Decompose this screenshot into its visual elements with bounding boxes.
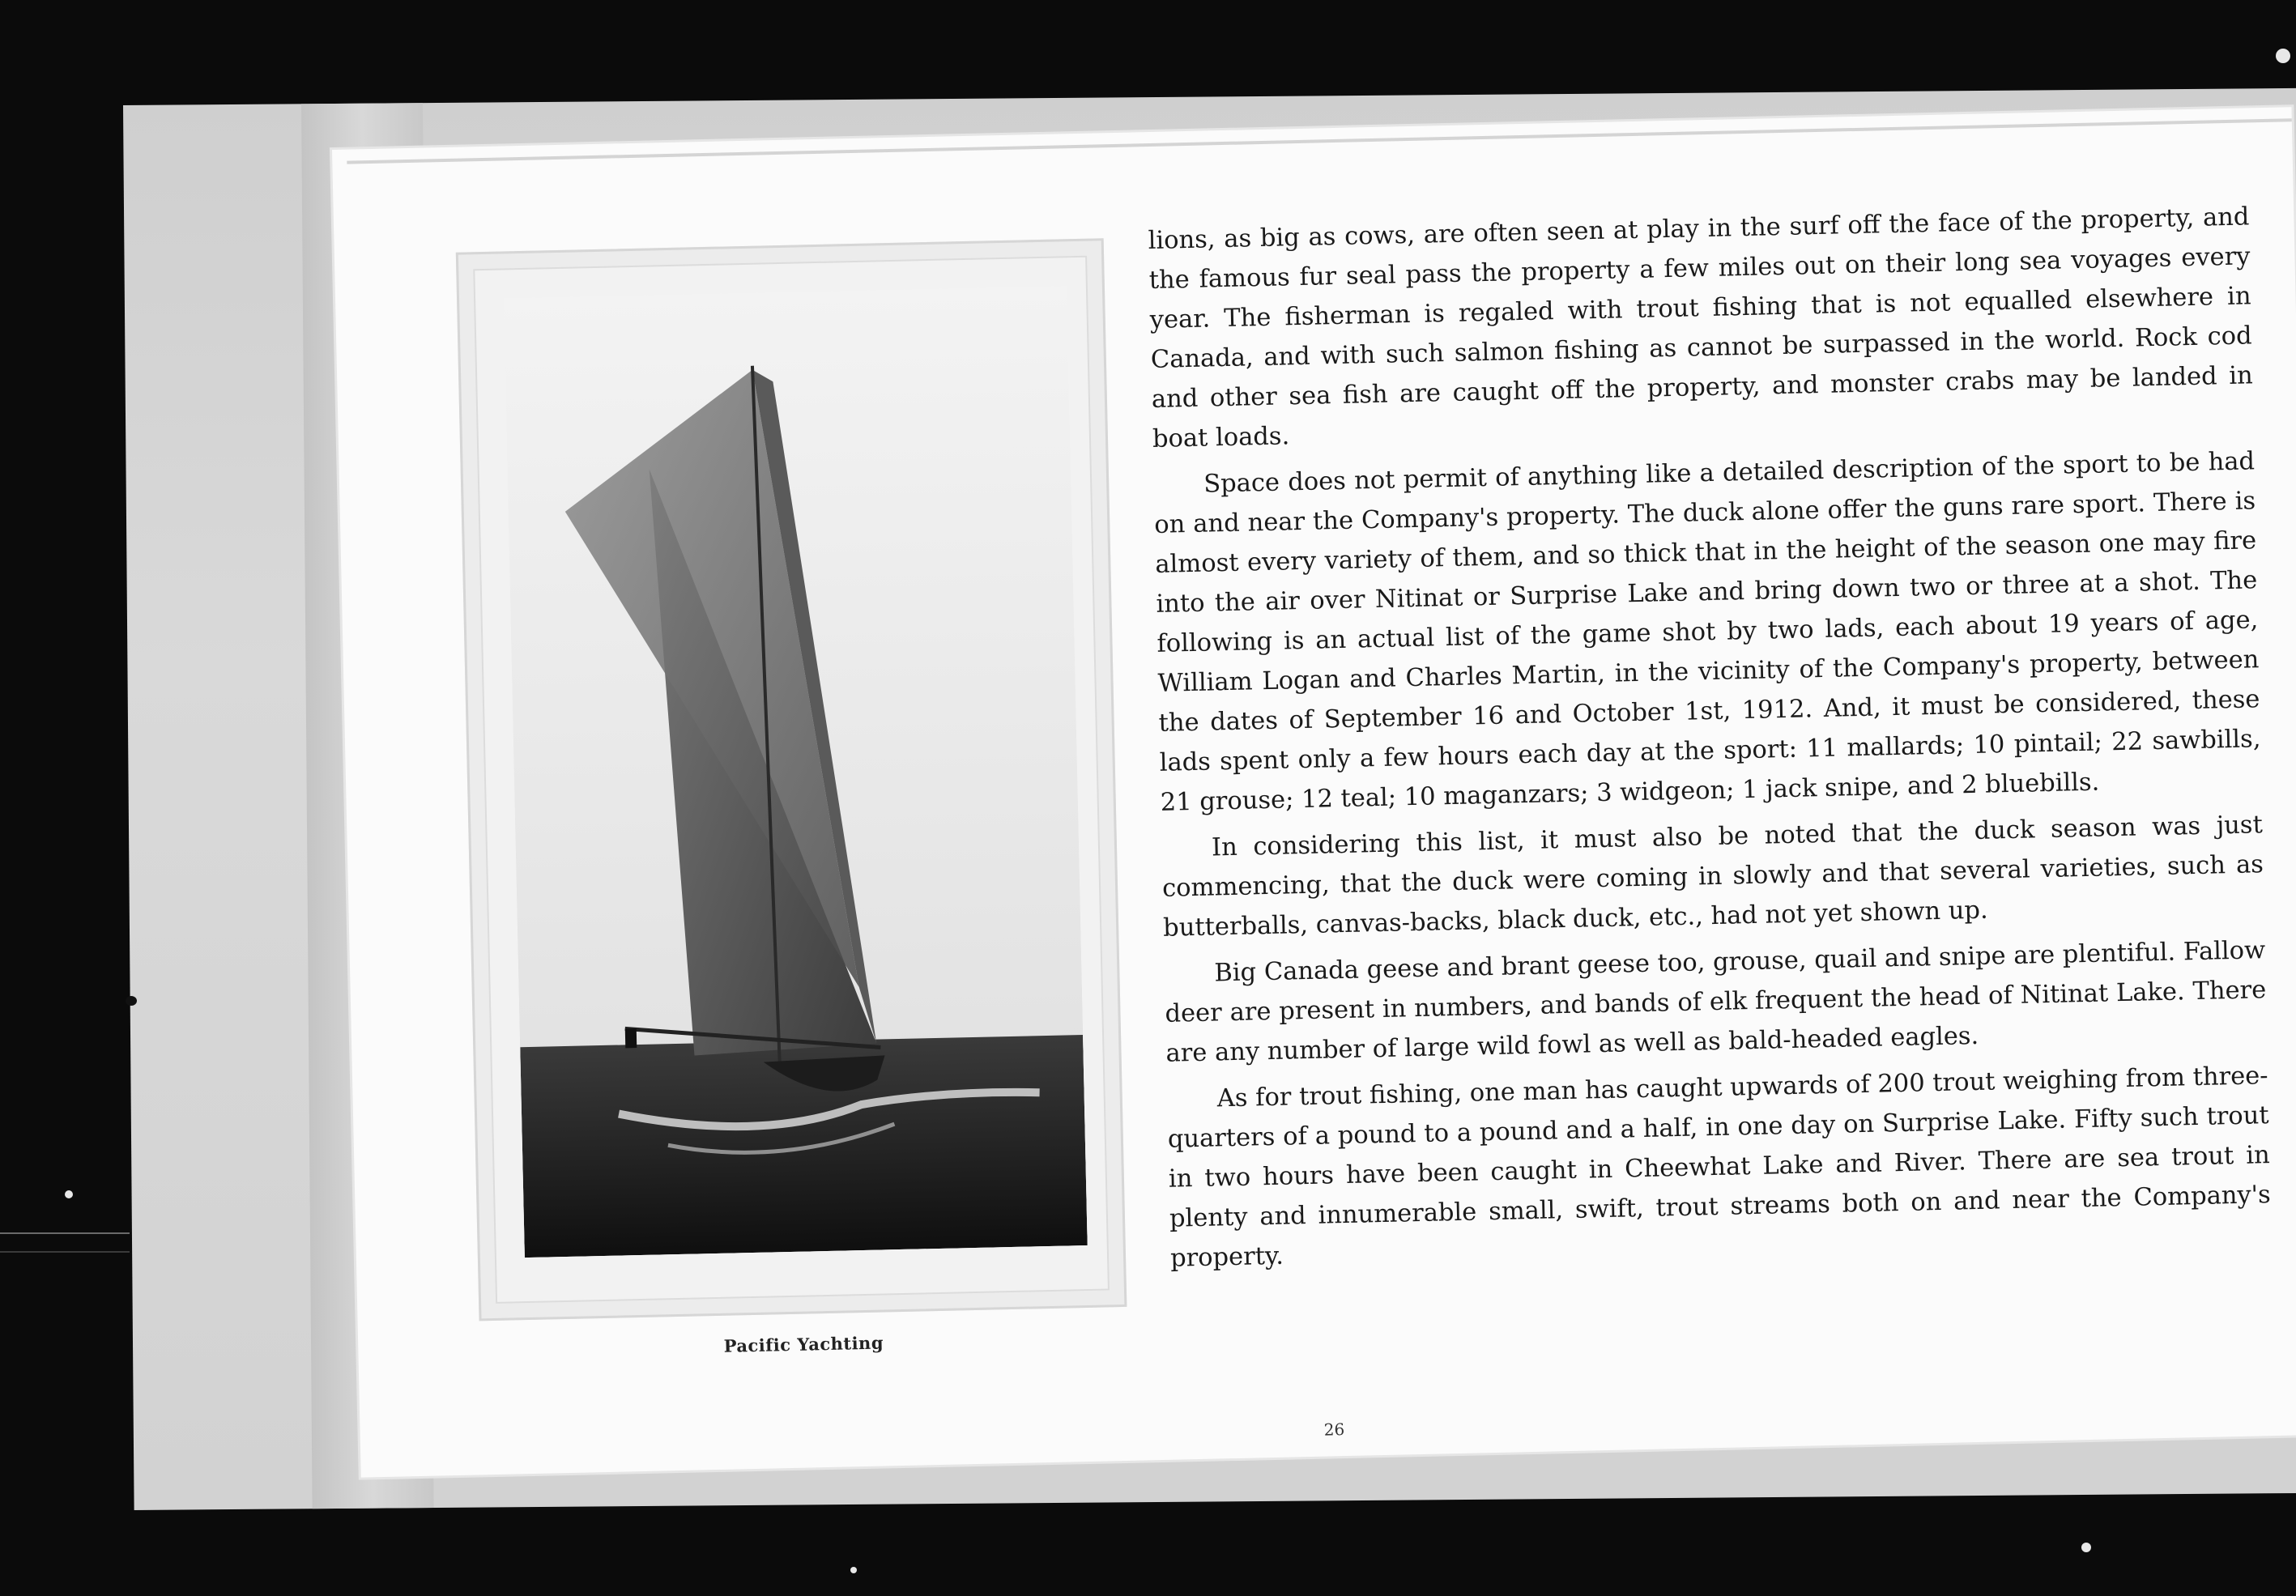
paragraph-1: lions, as big as cows, are often seen at play in the surf off the face of the property, and the famous fur seal pass the property a few miles out on their long sea voyages every year. The fisherman is regaled with trout fishing that is not equalled elsewhere in Canada, and with such salmon fishing as cannot be surpassed in the world. Rock cod and other sea fish are caught off the property, and monster crabs may be landed in boat loads. — [1148, 202, 2254, 453]
film-speck — [850, 1567, 857, 1573]
scan-line — [0, 1251, 130, 1253]
paragraph-2: Space does not permit of anything like a detailed description of the sport to be had on and near the Company's property. The duck alone offer the guns rare sport. There is almost every variety of them, and so thick that in the height of the season one may fire into the air over Nitinat or Surprise Lake and bring down two or three at a shot. The following is an actual list of the game shot by two lads, each about 19 years of age, William Logan and Charles Martin, in the vicinity of the Company's property, between the dates of September 16 and October 1st, 1912. And, it must be considered, these lads spent only a few hours each day at the sport: 11 mallards; 10 pintail; 22 sawbills, 21 grouse; 12 teal; 10 maganzars; 3 widgeon; 1 jack snipe, and 2 bluebills. — [1153, 447, 2261, 817]
paragraph-5: As for trout fishing, one man has caught upwards of 200 trout weighing from three-quarters of a pound to a pound and a half, in one day on Surprise Lake. Fifty such trout in two hours have been caught in Cheewhat Lake and River. There are sea trout in plenty and innumerable small, swift, trout streams both on and near the Company's property. — [1167, 1062, 2272, 1273]
film-speck — [126, 996, 137, 1006]
paragraph-4: Big Canada geese and brant geese too, grouse, quail and snipe are plentiful. Fallow deer are present in numbers, and bands of elk frequent the head of Nitinat Lake. There are any number of large wild fowl as well as bald-headed eagles. — [1165, 936, 2267, 1068]
body-text — [1148, 197, 2272, 1284]
film-speck — [2276, 49, 2290, 63]
scan-line — [0, 1232, 130, 1234]
photo-plate — [456, 238, 1127, 1321]
paragraph-3: In considering this list, it must also be noted that the duck season was just commencing, that the duck were coming in slowly and that several varieties, such as butterballs, canvas-backs, black duck, etc., had not yet shown up. — [1161, 811, 2264, 943]
sailing-yacht-photo — [504, 286, 1088, 1258]
photo-caption: Pacific Yachting — [723, 1332, 884, 1356]
film-speck — [65, 1190, 73, 1198]
yacht-illustration — [504, 286, 1088, 1258]
book-page — [332, 107, 2296, 1477]
page-number: 26 — [1323, 1419, 1345, 1440]
film-speck — [2081, 1543, 2091, 1552]
